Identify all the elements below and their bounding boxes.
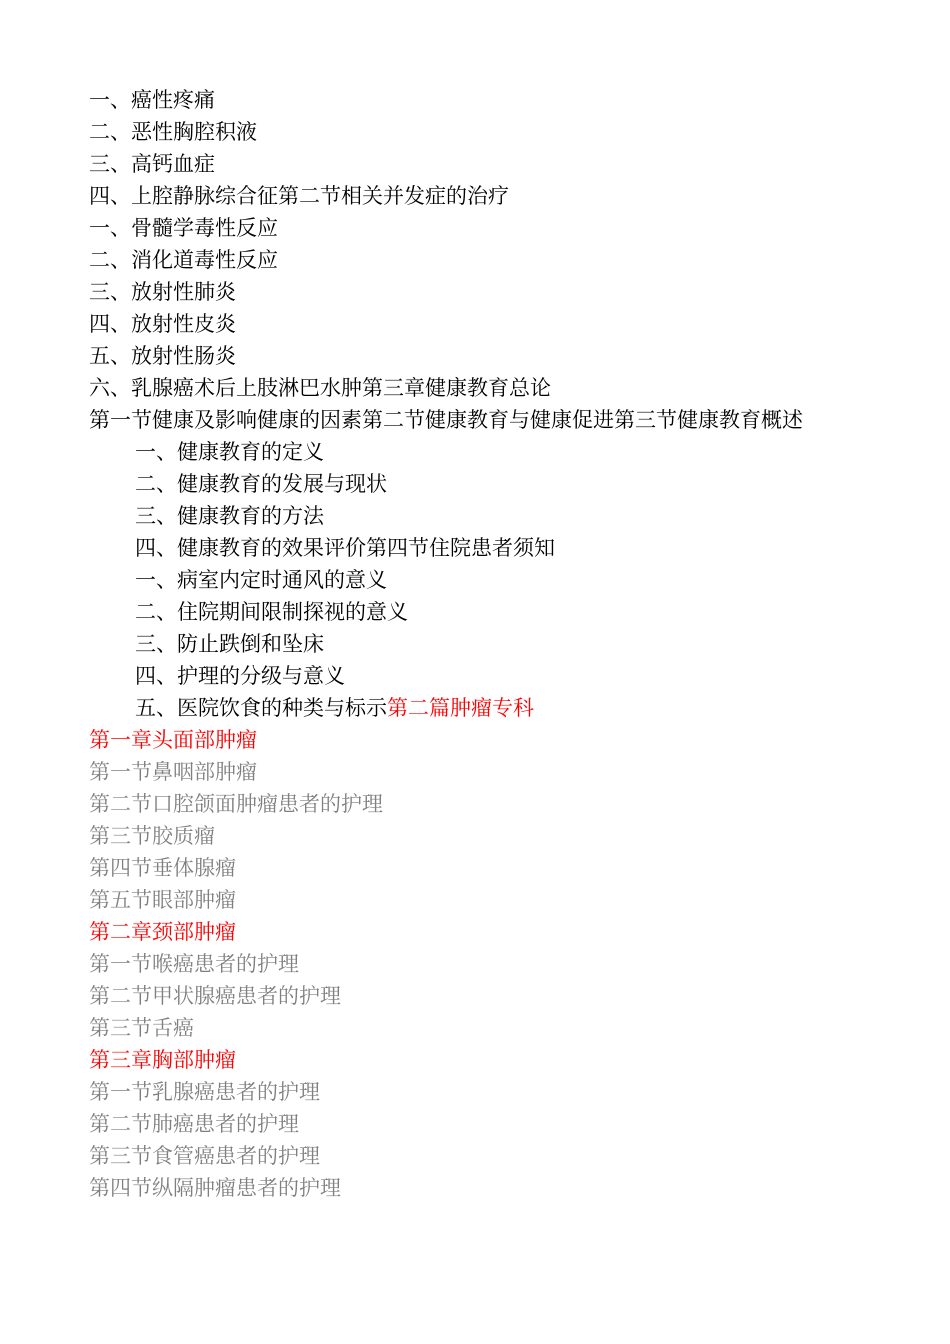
toc-indented-line-with-part-title bbox=[89, 692, 819, 724]
section-entry: 第三节胶质瘤 bbox=[89, 824, 215, 848]
toc-indented-line: 四、护理的分级与意义 bbox=[135, 664, 345, 688]
part-title: 第二篇肿瘤专科 bbox=[387, 696, 534, 720]
section-entry: 第二节肺癌患者的护理 bbox=[89, 1112, 299, 1136]
toc-line: 五、放射性肠炎 bbox=[89, 344, 236, 368]
toc-line: 一、癌性疼痛 bbox=[89, 88, 215, 112]
toc-line: 三、高钙血症 bbox=[89, 152, 215, 176]
toc-line: 四、放射性皮炎 bbox=[89, 312, 236, 336]
toc-indented-line: 三、防止跌倒和坠床 bbox=[135, 632, 324, 656]
toc-indented-line: 四、健康教育的效果评价第四节住院患者须知 bbox=[135, 536, 555, 560]
table-of-contents bbox=[89, 84, 819, 1204]
toc-indented-line: 一、病室内定时通风的意义 bbox=[135, 568, 387, 592]
section-entry: 第二节口腔颌面肿瘤患者的护理 bbox=[89, 792, 383, 816]
section-entry: 第三节食管癌患者的护理 bbox=[89, 1144, 320, 1168]
chapter-heading: 第二章颈部肿瘤 bbox=[89, 920, 236, 944]
toc-indented-line: 三、健康教育的方法 bbox=[135, 504, 324, 528]
section-entry: 第四节垂体腺瘤 bbox=[89, 856, 236, 880]
toc-line: 二、恶性胸腔积液 bbox=[89, 120, 257, 144]
section-entry: 第四节纵隔肿瘤患者的护理 bbox=[89, 1176, 341, 1200]
toc-line: 四、上腔静脉综合征第二节相关并发症的治疗 bbox=[89, 184, 509, 208]
section-entry: 第五节眼部肿瘤 bbox=[89, 888, 236, 912]
toc-indented-line: 二、健康教育的发展与现状 bbox=[135, 472, 387, 496]
toc-line: 六、乳腺癌术后上肢淋巴水肿第三章健康教育总论 bbox=[89, 376, 551, 400]
section-entry: 第三节舌癌 bbox=[89, 1016, 194, 1040]
chapter-heading: 第一章头面部肿瘤 bbox=[89, 728, 257, 752]
toc-indented-line: 二、住院期间限制探视的意义 bbox=[135, 600, 408, 624]
section-entry: 第二节甲状腺癌患者的护理 bbox=[89, 984, 341, 1008]
toc-line-text: 五、医院饮食的种类与标示 bbox=[135, 696, 387, 720]
section-entry: 第一节乳腺癌患者的护理 bbox=[89, 1080, 320, 1104]
toc-indented-line: 一、健康教育的定义 bbox=[135, 440, 324, 464]
section-entry: 第一节鼻咽部肿瘤 bbox=[89, 760, 257, 784]
toc-line-wrapped: 第一节健康及影响健康的因素第二节健康教育与健康促进第三节健康教育概述 bbox=[89, 408, 803, 432]
toc-line: 一、骨髓学毒性反应 bbox=[89, 216, 278, 240]
toc-line: 三、放射性肺炎 bbox=[89, 280, 236, 304]
section-entry: 第一节喉癌患者的护理 bbox=[89, 952, 299, 976]
chapter-heading: 第三章胸部肿瘤 bbox=[89, 1048, 236, 1072]
toc-line: 二、消化道毒性反应 bbox=[89, 248, 278, 272]
